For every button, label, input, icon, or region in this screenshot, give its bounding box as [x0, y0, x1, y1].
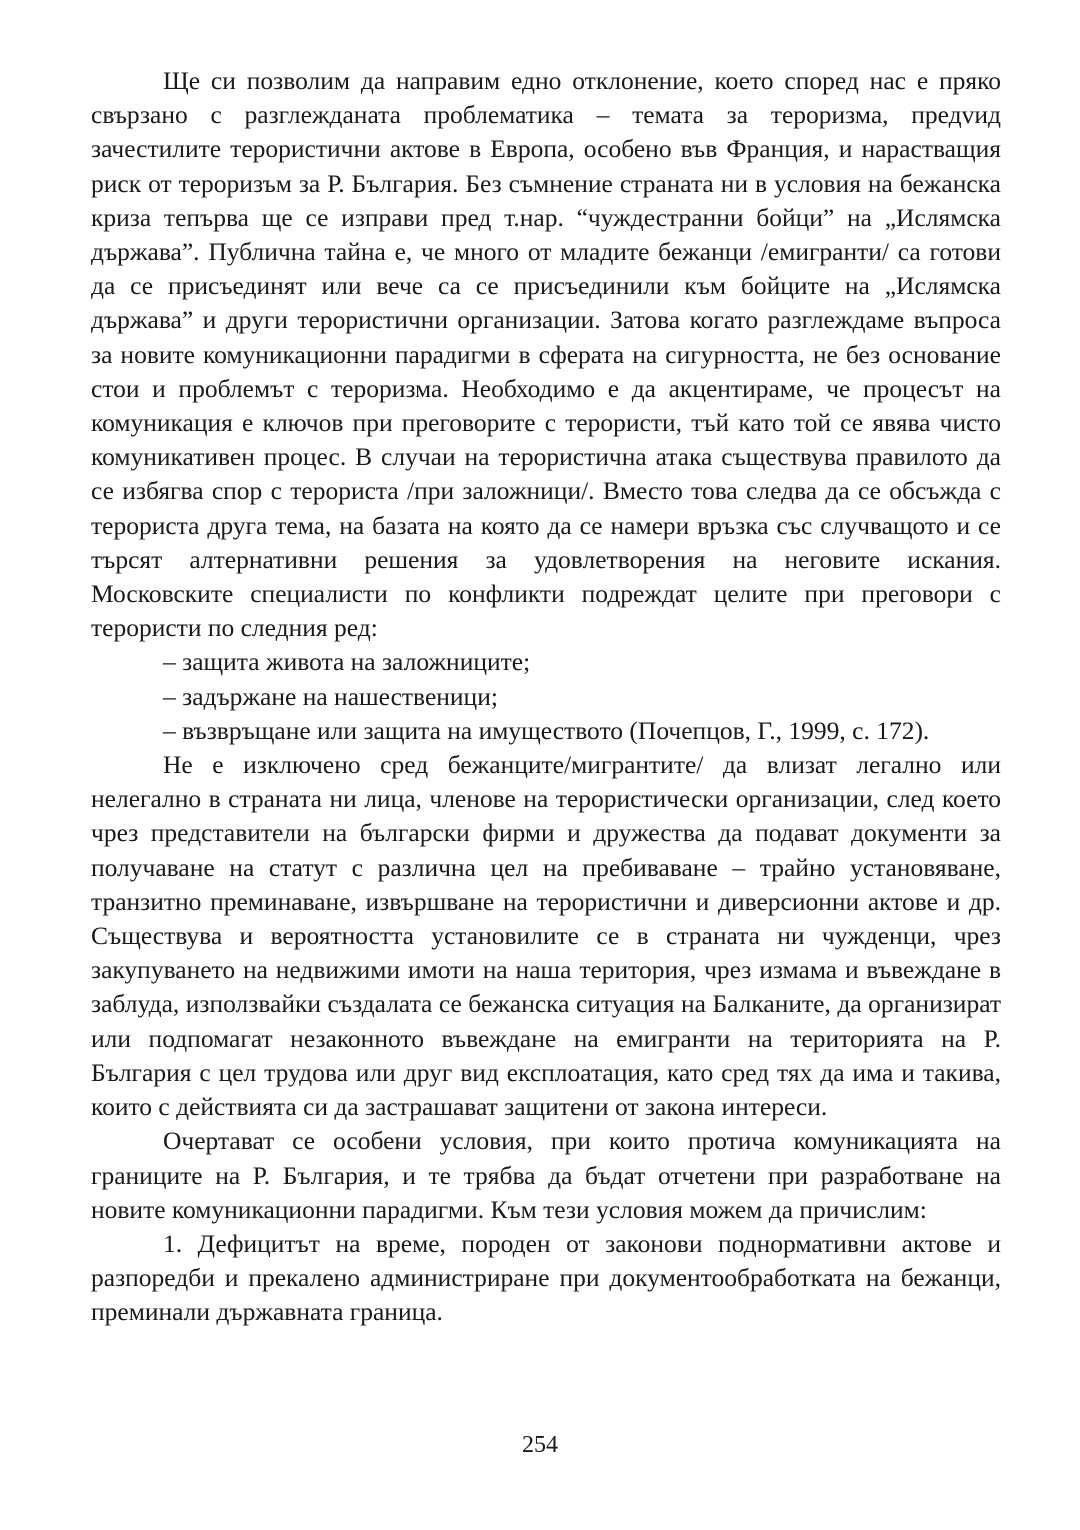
page-number: 254	[522, 1432, 558, 1458]
list-item-property: – възвръщане или защита на имуществото (Почепцов, Г., 1999, с. 172).	[163, 715, 930, 745]
paragraph-terrorism: Ще си позволим да направим едно отклонение, което според нас е пряко свързано с разглежданата проблематика – темата за тероризма, предvид зачестилите терористични актове в Европа, особено във Франция, и нарастващия риск от тероризъм за Р. България. Без съмнение страната ни в условия на бежанска криза тепърва ще се изправи пред т.нар. “чуждестранни бойци” на „Ислямска държава”. Публична тайна е, че много от младите бежанци /емигранти/ са готови да се присъединят или вече са се присъединили към бойците на „Ислямска държава” и други терористични организации. Затова когато разглеждаме въпроса за новите комуникационни парадигми в сферата на сигурността, не без основание стои и проблемът с тероризма. Необходимо е да акцентираме, че процесът на комуникация е ключов при преговорите с терористи, тъй като той се явява чисто комуникативен процес. В случаи на терористична атака съществува правилото да се избягва спор с терориста /при заложници/. Вместо това следва да се обсъжда с терориста друга тема, на базата на която да се намери връзка със случващото и се търсят алтернативни решения за удовлетворения на неговите искания. Московските специалисти по конфликти подреждат целите при преговори с терористи по следния ред:	[91, 66, 1001, 643]
list-item-detain-invaders: – задържане на нашественици;	[163, 681, 498, 711]
paragraph-border-conditions: Очертават се особени условия, при които протича комуникацията на границите на Р. България, и те трябва да бъдат отчетени при разработване на новите комуникационни парадигми. Към тези условия можем да причислим:	[91, 1126, 1001, 1224]
paragraph-time-deficit: 1. Дефицитът на време, породен от законови поднормативни актове и разпоредби и прекалено администриране при документообработката на бежанци, преминали държавната граница.	[91, 1228, 1001, 1327]
list-item-protect-hostages: – защита живота на заложниците;	[163, 647, 531, 677]
body-text	[91, 64, 1001, 1330]
paragraph-migrants: Не е изключено сред бежанците/мигрантите/ да влизат легално или нелегално в страната ни лица, членове на терористически организации, след което чрез представители на български фирми и дружества да подават документи за получаване на статут с различна цел на пребиваване – трайно установяване, транзитно преминаване, извършване на терористични и диверсионни актове и др. Съществува и вероятността установилите се в страната ни чужденци, чрез закупуването на недвижими имоти на наша територия, чрез измама и въвеждане в заблуда, използвайки създалата се бежанска ситуация на Балканите, да организират или подпомагат незаконното въвеждане на емигранти на територията на Р. България с цел трудова или друг вид експлоатация, като сред тях да има и такива, които с действията си да застрашават защитени от закона интереси.	[91, 750, 1001, 1122]
